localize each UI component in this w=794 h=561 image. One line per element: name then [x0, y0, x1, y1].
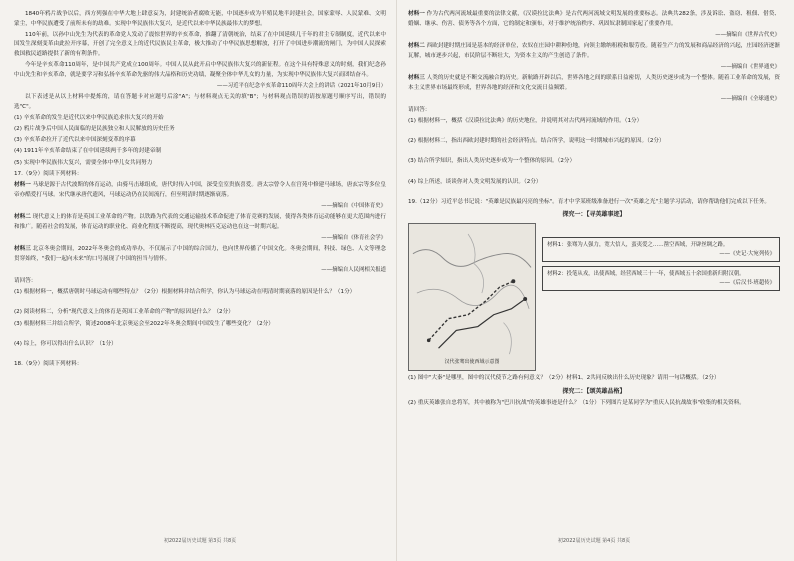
statement-3: (3) 辛亥革命拉开了近代以来中国深刻变革的序幕 — [14, 137, 136, 144]
material-3-text: 北京冬奥会期间，2022年冬奥会的成功举办，不仅展示了中国的综合国力，也向世界传播了中国文化。冬奥会期间，科技、绿色、人文等理念贯穿始终，"我们一起向未来"的口号展现了中国的担当与情怀。 — [14, 245, 386, 262]
page-footer-3: 初2022届历史试题 第3页 共8页 — [163, 538, 237, 545]
instruction-text: 以下表述是从以上材料中提炼的，请在答题卡对应题号后涂"A"；与材料观点无关的填"B"；与材料观点错误的请按原题号顺序写出，错误的选"C"。 — [14, 94, 386, 110]
map-caption: 汉代张骞出使西域示意图 — [444, 359, 500, 366]
r-material-1 — [408, 10, 780, 29]
question-17-3: (3) 根据材料三并结合所学，简述2008年北京奥运会至2022年冬奥会期间中国发生了哪些变化？（2分） — [14, 320, 274, 327]
r-material-1-label: 材料一 — [408, 11, 425, 17]
question-19-1: (1) 图中"大秦"是哪里，图中的汉代使节之路有何意义？（2分）材料1、2共同反映出什么历史现象？请用一句话概括。（2分） — [408, 375, 720, 382]
explore-1-title: 探究一：【寻英雄事迹】 — [562, 211, 626, 219]
question-18-3: (3) 结合所学知识，指出人类历史逐步成为一个整体的原因。（2分） — [408, 158, 576, 165]
page-footer-4: 初2022届历史试题 第4页 共8页 — [557, 538, 631, 545]
question-18-1: (1) 根据材料一，概括《汉谟拉比法典》的历史地位，并说明其对古代两河流域的作用。（1分） — [408, 118, 643, 125]
r-material-2-text: 西欧封建时期庄园是基本的经济单位，农奴在庄园中耕种份地，向领主缴纳租税和服劳役。随着生产力的发展和商品经济的兴起，庄园经济逐渐瓦解，城市逐步兴起，市民阶层不断壮大，为资本主义的产生创造了条件。 — [408, 42, 780, 59]
material-2-label: 材料二 — [14, 214, 31, 220]
page-4 — [408, 10, 780, 551]
r-material-2-label: 材料二 — [408, 42, 425, 49]
question-17-2: (2) 阅读材料二，分析"现代意义上的体育是英国工业革命的产物"的原因是什么？（2分） — [14, 309, 234, 316]
statement-4: (4) 1911年辛亥革命结束了在中国延续两千多年的封建帝制 — [14, 148, 162, 155]
intro-paragraph-2: 110年前，以孙中山先生为代表的革命党人发动了震惊世界的辛亥革命，推翻了清朝统治，结束了在中国延续几千年的君主专制制度，近代以来中国发生深刻变革由此拉开序幕，开创了完全意义上的近代民族民主革命，极大推动了中华民族思想解放，打开了中国进步潮流的闸门，为中国人民探索救国救民道路提供了新的有利条件。 — [14, 31, 386, 57]
page-3 — [14, 10, 386, 551]
r-material-3-source: ——摘编自《全球通史》 — [720, 95, 780, 102]
material-1-text: 马球是源于古代波斯的体育运动，由骑马击球组成，唐代时传入中国，深受皇室贵族喜爱。唐太宗曾令人在宫苑中修建马球场，唐玄宗等多位皇帝亦酷爱打马球。宋代继承唐代遗风，马球运动仍在民间流行，但至明清时期逐渐衰落。 — [14, 182, 386, 198]
r-material-3-text: 人类的历史就是不断交流融合的历史。新航路开辟以后，世界各地之间的联系日益密切，人类历史逐步成为一个整体。随着工业革命的发展，资本主义世界市场最终形成，世界各地的经济和文化交流日益频繁。 — [408, 74, 780, 91]
quote-box-2 — [542, 266, 780, 291]
material-2 — [14, 213, 386, 232]
question-18-4: (4) 综上所述，谈谈你对人类文明发展的认识。（2分） — [408, 178, 542, 185]
explore-2-title: 探究二：【颂英雄品格】 — [562, 387, 626, 395]
r-ask-label: 请回答： — [408, 106, 431, 113]
statement-5: (5) 实现中华民族伟大复兴，需要全体中华儿女共同努力 — [14, 159, 153, 166]
ask-label: 请回答： — [14, 277, 37, 284]
r-material-3-label: 材料三 — [408, 74, 425, 81]
material-3-label: 材料三 — [14, 245, 31, 252]
question-18-heading: 18.（9分）阅读下列材料： — [14, 360, 83, 367]
explore-1-figures — [408, 223, 780, 371]
r-material-3 — [408, 74, 780, 93]
question-19-2: (2) 重庆英雄张自忠将军，其中被称为"巴川抗战"的英雄事迹是什么？（1分）下列图片是某同学为"重庆人民抗战故事"收集的相关资料。 — [408, 400, 745, 407]
page-divider — [396, 0, 397, 561]
r-material-2-source: ——摘编自《世界通史》 — [720, 63, 780, 70]
material-1-source: ——摘编自《中国体育史》 — [321, 202, 386, 209]
source-citation: ——习近平在纪念辛亥革命110周年大会上的讲话（2021年10月9日） — [216, 82, 386, 89]
material-3-source: ——摘编自人民网相关报道 — [321, 266, 386, 273]
map-drawing — [409, 224, 535, 370]
r-material-2 — [408, 42, 780, 61]
question-17-4: (4) 综上，你可以得出什么认识？（1分） — [14, 340, 117, 347]
intro-paragraph-1: 1840年鸦片战争以后，西方列强在中华大地上肆意妄为，封建统治者腐败无能，中国逐步成为半殖民地半封建社会，国家蒙辱、人民蒙难、文明蒙尘，中华民族遭受了前所未有的劫难。实现中华民族伟大复兴，是近代以来中华民族最伟大的梦想。 — [14, 11, 386, 27]
quote-box-1 — [542, 237, 780, 262]
material-3 — [14, 245, 386, 264]
quote-1-text: 材料1：张骞为人强力，宽大信人，蛮夷爱之……凿空西域，开辟丝绸之路。 — [547, 242, 729, 249]
question-17-heading: 17.（9分）阅读下列材料： — [14, 170, 83, 177]
intro-paragraph-3: 今年是辛亥革命110周年，是中国共产党成立100周年。中国人民从此开启中华民族伟大复兴的新征程。在这个具有特殊意义的时刻，我们纪念孙中山先生和辛亥革命，就是要学习和弘扬辛亥革命先驱的伟大品格和历史功绩，凝聚全体中华儿女的力量，为实现中华民族伟大复兴而团结奋斗。 — [14, 62, 386, 78]
quote-column — [542, 223, 780, 371]
material-2-source: ——摘编自《体育社会学》 — [321, 234, 386, 241]
material-1 — [14, 181, 386, 200]
statement-2: (2) 鸦片战争后中国人民面临的是民族独立和人民解放的历史任务 — [14, 126, 175, 133]
material-1-label: 材料一 — [14, 182, 31, 189]
question-17-1: (1) 根据材料一，概括唐朝时马球运动有哪些特点？（2分）根据材料并结合所学，你认为马球运动在明清时期衰落的原因是什么？（1分） — [14, 289, 356, 296]
question-19-heading: 19.（12分）习近平总书记说："英雄是民族最闪亮的坐标"。育才中学某班级准备进行一次"英雄之光"主题学习活动，请你帮助他们完成以下任务。 — [408, 198, 770, 205]
question-18-2: (2) 根据材料二，指出西欧封建时期的社会经济特点。结合所学，说明这一时期城市兴起的原因。（2分） — [408, 138, 665, 145]
quote-2-text: 材料2：投笔从戎，出使西域，经营西域三十一年，使西域五十余国重新归附汉朝。 — [547, 271, 745, 278]
material-2-text: 现代意义上的体育是英国工业革命的产物。以铁路为代表的交通运输技术革命促进了体育竞赛的发展，使得各类体育运动能够在更大范围内进行和推广。随着社会的发展，体育运动的职业化、商业化程度不断提高，现代奥林匹克运动也在这一时期兴起。 — [14, 214, 386, 230]
r-material-1-text: 作为古代两河流域最重要的法律文献，《汉谟拉比法典》是古代两河流域文明发展的重要标志。法典共282条，涉及诉讼、盗窃、租佃、借贷、婚姻、继承、伤害、债务等各个方面，它的制定和颁布，对于维护统治秩序、巩固奴隶制国家起了重要作用。 — [408, 11, 780, 27]
quote-2-source: ——《后汉书·班超传》 — [719, 279, 775, 286]
r-material-1-source: ——摘编自《世界古代史》 — [715, 31, 780, 38]
statement-1: (1) 辛亥革命的发生是近代以来中华民族追求伟大复兴的开始 — [14, 114, 164, 121]
silk-road-map — [408, 223, 536, 371]
quote-1-source: ——《史记·大宛列传》 — [719, 250, 775, 257]
